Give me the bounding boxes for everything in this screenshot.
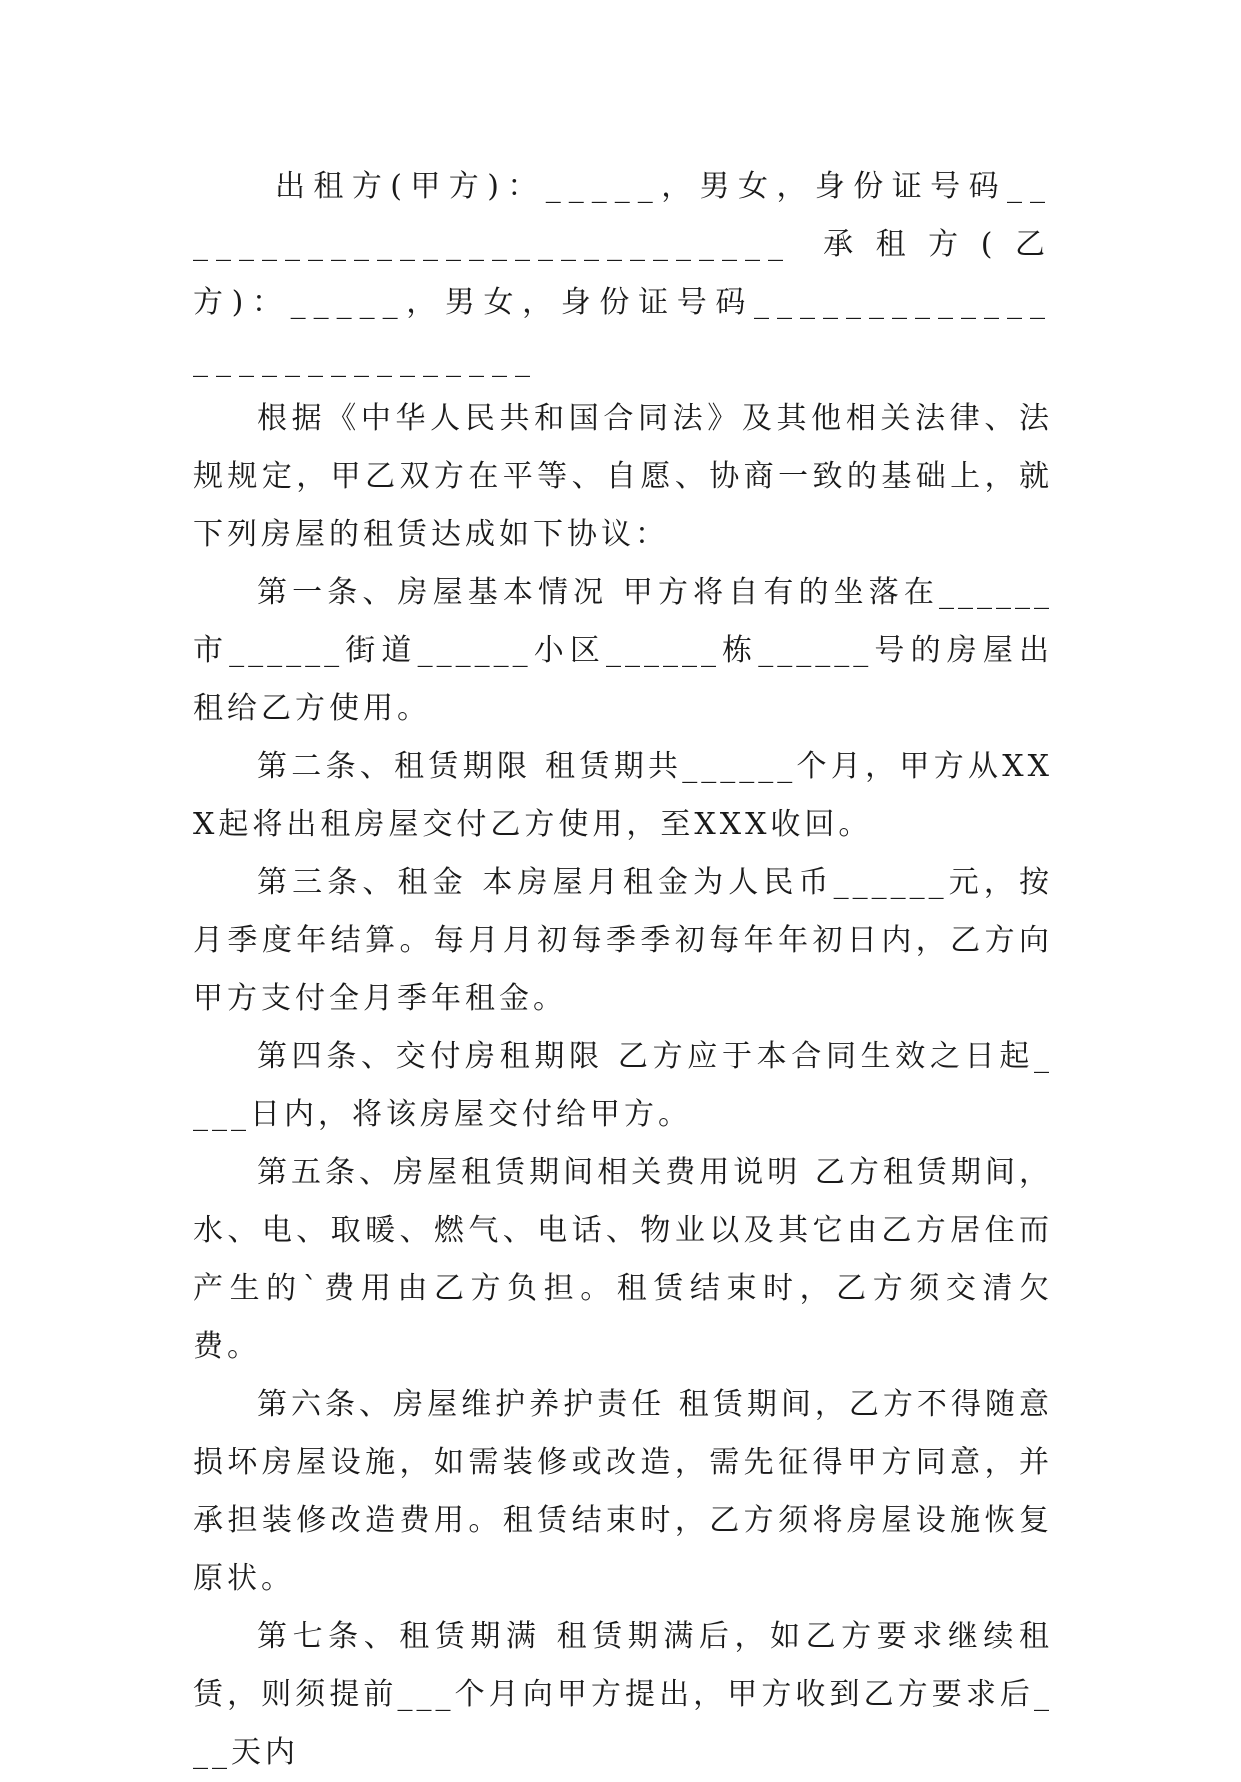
article-5-paragraph: 第五条、房屋租赁期间相关费用说明 乙方租赁期间，水、电、取暖、燃气、电话、物业以及其它由乙方居住而产生的`费用由乙方负担。租赁结束时，乙方须交清欠费。 xyxy=(193,1155,1053,1364)
article-1-paragraph: 第一条、房屋基本情况 甲方将自有的坐落在______市______街道______小区______栋______号的房屋出租给乙方使用。 xyxy=(193,575,1053,726)
article-3-paragraph: 第三条、租金 本房屋月租金为人民币______元，按月季度年结算。每月月初每季季初每年年初日内，乙方向甲方支付全月季年租金。 xyxy=(193,865,1053,1016)
contract-body xyxy=(193,158,1053,1782)
article-6-paragraph: 第六条、房屋维护养护责任 租赁期间，乙方不得随意损坏房屋设施，如需装修或改造，需先征得甲方同意，并承担装修改造费用。租赁结束时，乙方须将房屋设施恢复原状。 xyxy=(193,1387,1053,1596)
article-2-paragraph: 第二条、租赁期限 租赁期共______个月，甲方从XXX起将出租房屋交付乙方使用，至XXX收回。 xyxy=(193,749,1053,842)
article-4-paragraph: 第四条、交付房租期限 乙方应于本合同生效之日起____日内，将该房屋交付给甲方。 xyxy=(193,1039,1053,1132)
preamble-paragraph: 根据《中华人民共和国合同法》及其他相关法律、法规规定，甲乙双方在平等、自愿、协商一致的基础上，就下列房屋的租赁达成如下协议： xyxy=(193,401,1053,552)
article-7-paragraph: 第七条、租赁期满 租赁期满后，如乙方要求继续租赁，则须提前___个月向甲方提出，甲方收到乙方要求后___天内 xyxy=(193,1619,1053,1770)
parties-paragraph: 出租方(甲方)：_____，男女，身份证号码____________________________ 承租方(乙方)：_____，男女，身份证号码____________________________ xyxy=(193,169,1053,378)
